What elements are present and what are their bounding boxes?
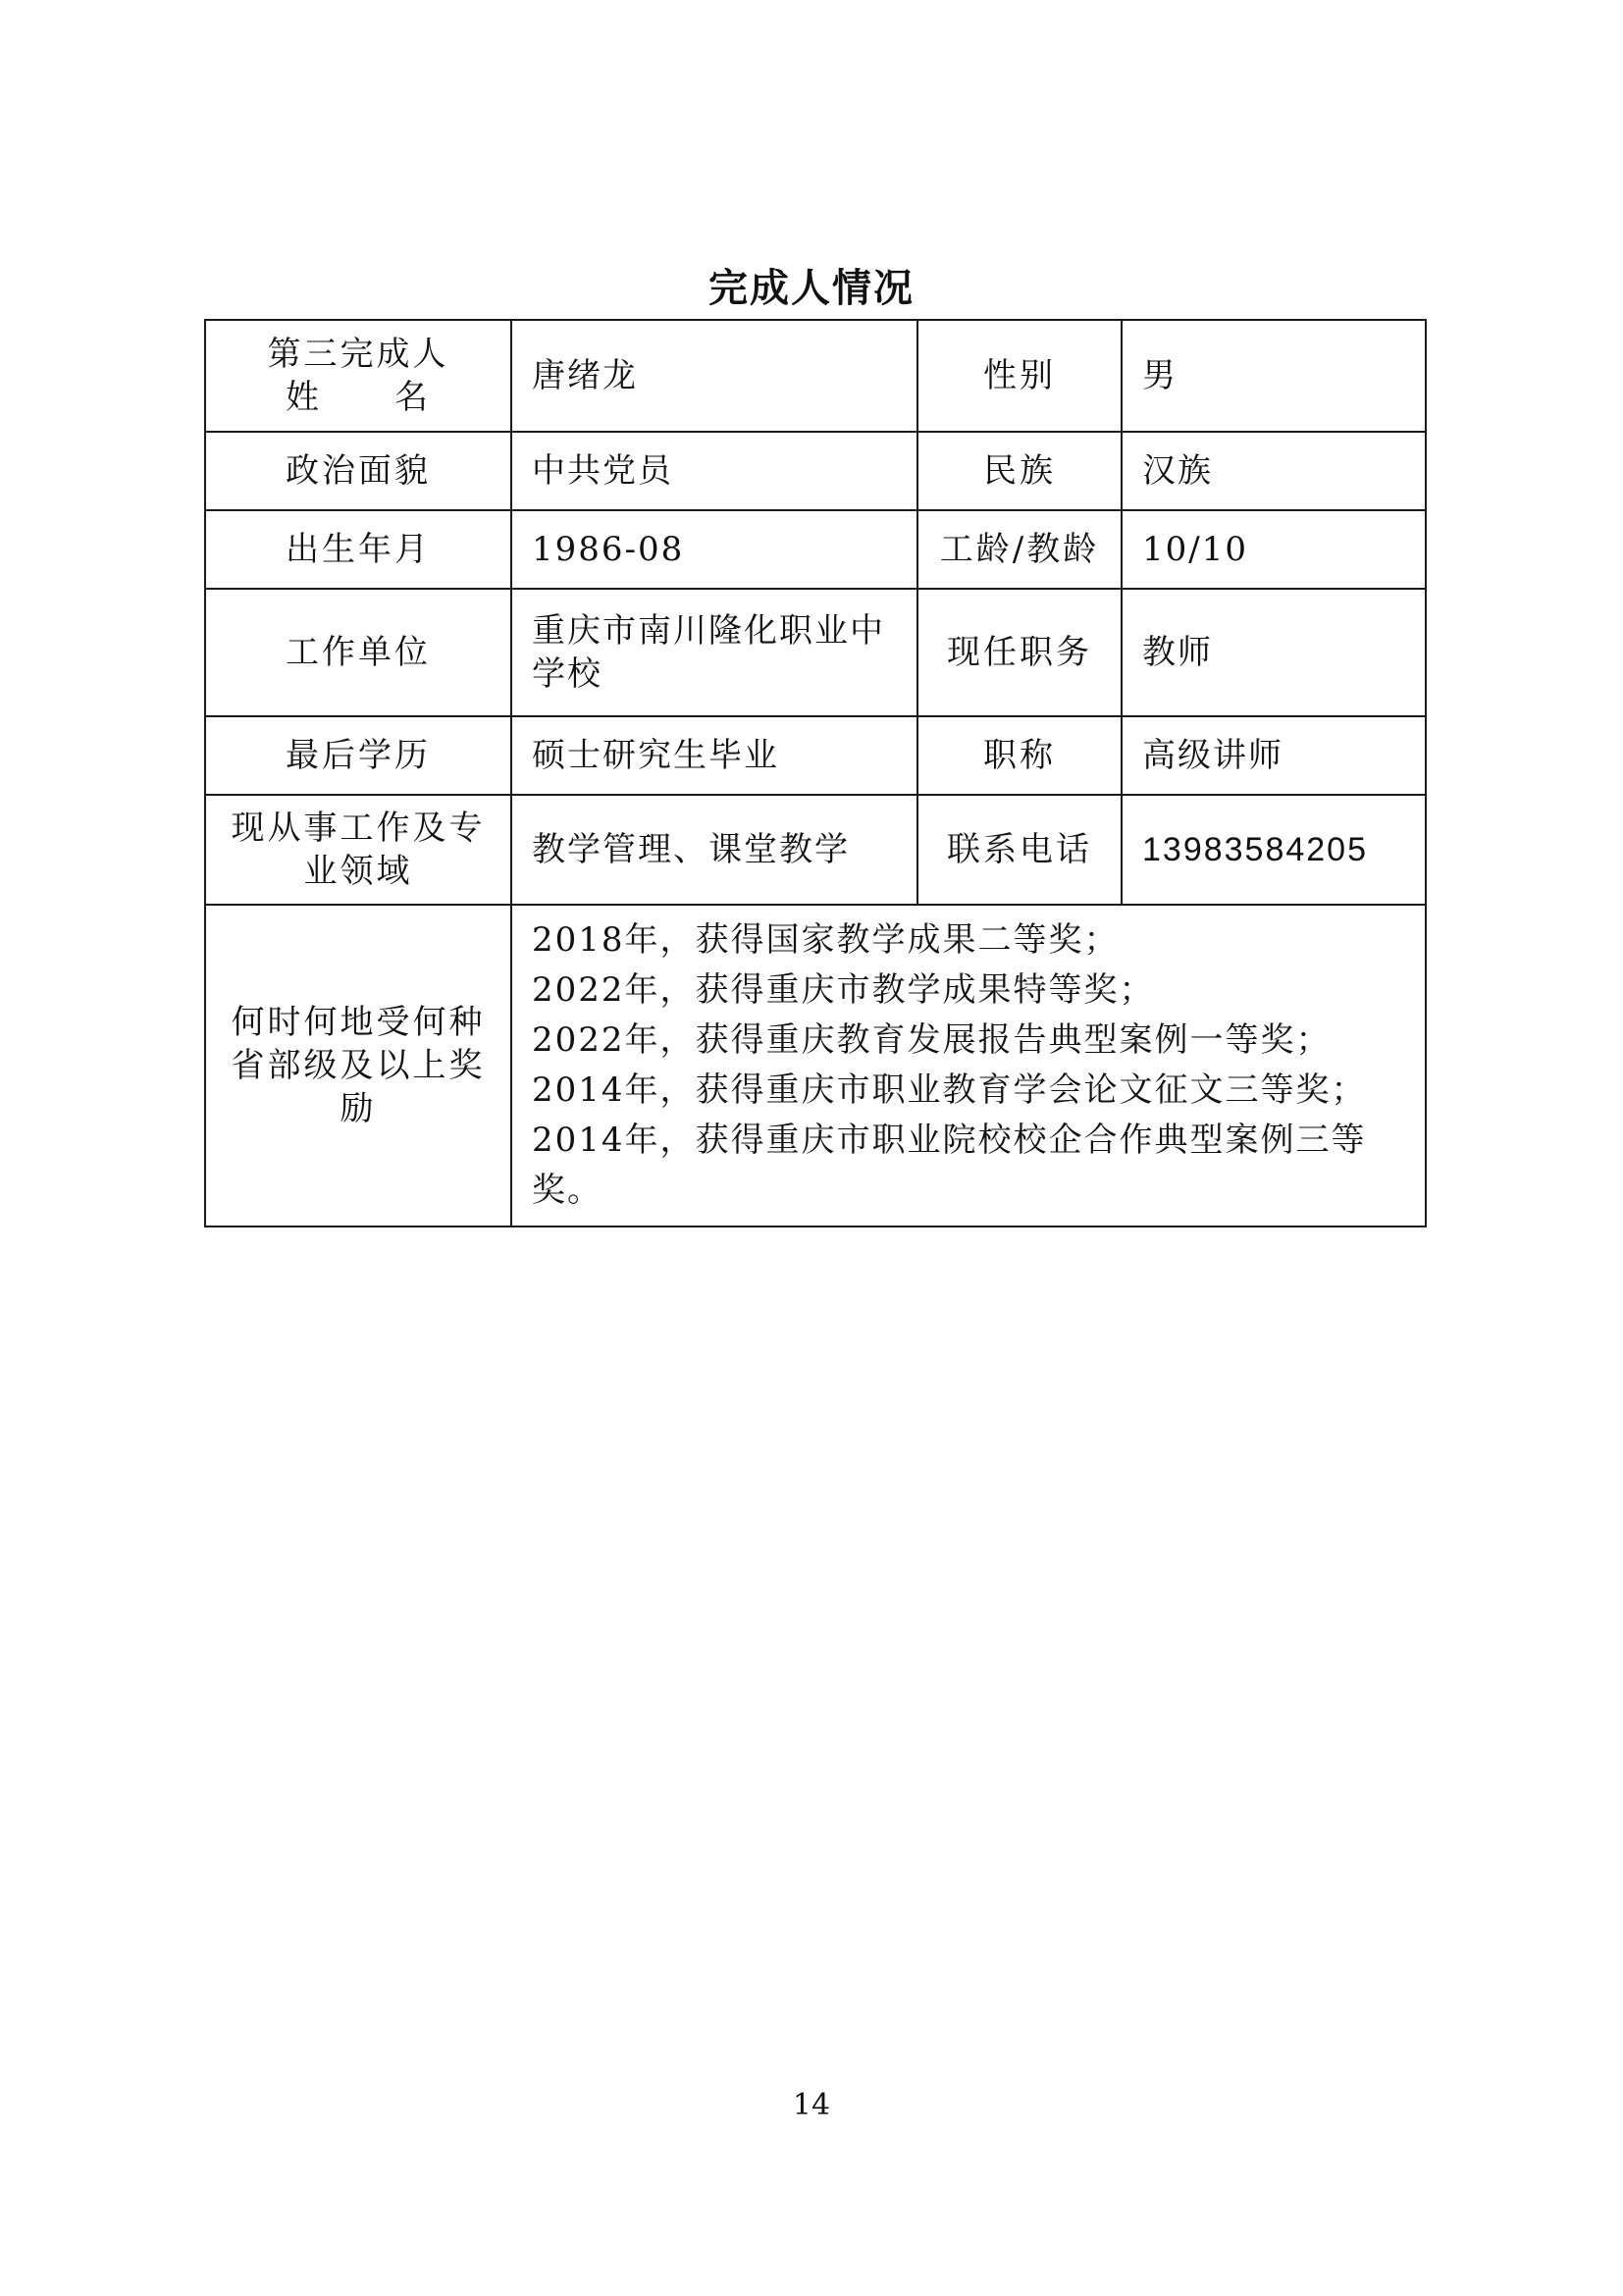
name-value: 唐绪龙	[511, 320, 917, 432]
table-row-workplace	[205, 589, 1426, 716]
education-value: 硕士研究生毕业	[511, 716, 917, 795]
field-value: 教学管理、课堂教学	[511, 795, 917, 905]
page-number: 14	[792, 2088, 831, 2122]
list-item: 2014年，获得重庆市职业院校校企合作典型案例三等奖。	[532, 1121, 1367, 1210]
position-value: 教师	[1122, 589, 1426, 716]
birth-label: 出生年月	[205, 510, 511, 589]
ethnicity-label: 民族	[917, 432, 1122, 510]
workplace-value: 重庆市南川隆化职业中学校	[511, 589, 917, 716]
name-label-line1: 第三完成人	[267, 334, 449, 374]
table-row-political	[205, 432, 1426, 510]
name-label	[205, 320, 511, 432]
table-row-birth	[205, 510, 1426, 589]
political-value: 中共党员	[511, 432, 917, 510]
list-item: 2022年，获得重庆教育发展报告典型案例一等奖；	[532, 1020, 1332, 1060]
table-row-awards	[205, 905, 1426, 1226]
table-row-education	[205, 716, 1426, 795]
table-row-name	[205, 320, 1426, 432]
name-label-line2: 姓 名	[286, 378, 431, 417]
seniority-label: 工龄/教龄	[917, 510, 1122, 589]
page-title: 完成人情况	[708, 266, 915, 311]
ethnicity-value: 汉族	[1122, 432, 1426, 510]
awards-list	[511, 905, 1426, 1226]
list-item: 2014年，获得重庆市职业教育学会论文征文三等奖；	[532, 1070, 1367, 1110]
list-item: 2022年，获得重庆市教学成果特等奖；	[532, 970, 1155, 1010]
awards-label: 何时何地受何种省部级及以上奖励	[205, 905, 511, 1226]
education-label: 最后学历	[205, 716, 511, 795]
phone-value: 13983584205	[1122, 795, 1426, 905]
list-item: 2018年，获得国家教学成果二等奖；	[532, 920, 1120, 960]
workplace-label: 工作单位	[205, 589, 511, 716]
gender-label: 性别	[917, 320, 1122, 432]
field-label: 现从事工作及专业领域	[205, 795, 511, 905]
birth-value: 1986-08	[511, 510, 917, 589]
phone-label: 联系电话	[917, 795, 1122, 905]
political-label: 政治面貌	[205, 432, 511, 510]
seniority-value: 10/10	[1122, 510, 1426, 589]
title-rank-value: 高级讲师	[1122, 716, 1426, 795]
person-info-table	[204, 319, 1427, 1227]
position-label: 现任职务	[917, 589, 1122, 716]
title-rank-label: 职称	[917, 716, 1122, 795]
gender-value: 男	[1122, 320, 1426, 432]
table-row-field	[205, 795, 1426, 905]
